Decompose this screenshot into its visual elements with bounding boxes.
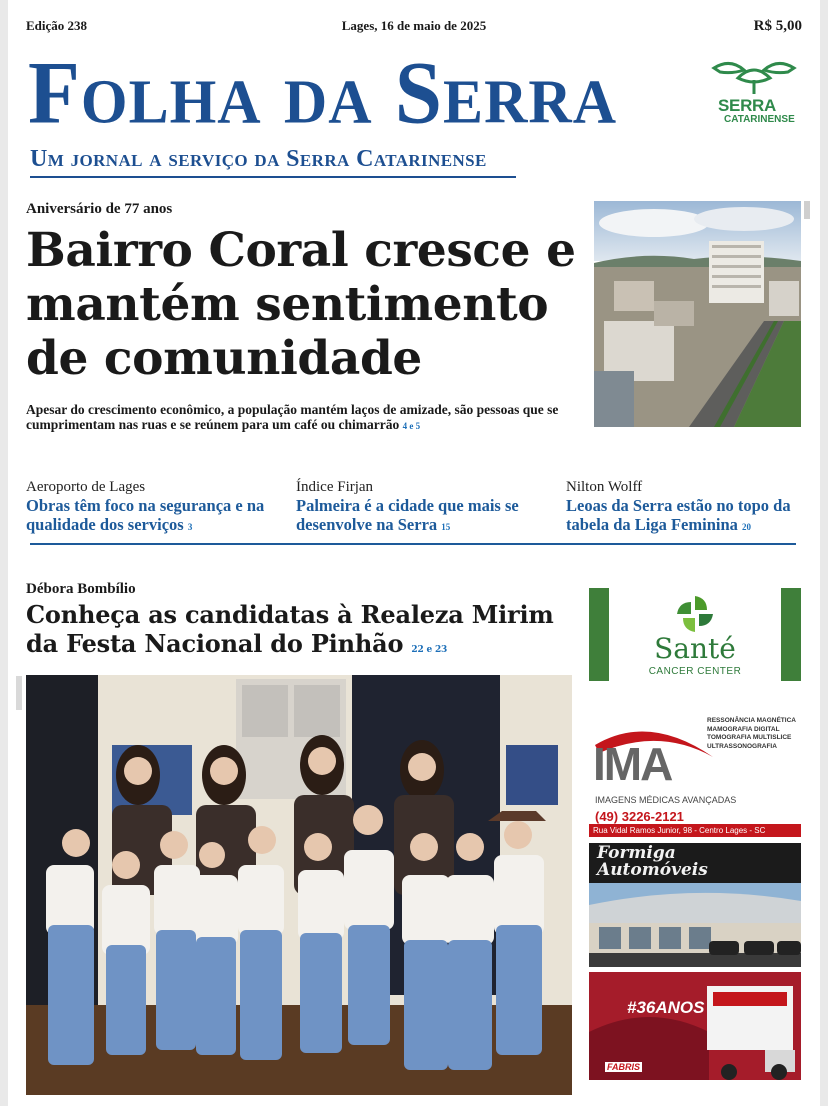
ad-formiga-automoveis[interactable] — [589, 843, 801, 967]
sante-subtitle: CANCER CENTER — [648, 666, 742, 677]
ima-logo: IMA — [593, 738, 672, 790]
masthead-underline — [30, 176, 516, 178]
ad-sante-panel — [609, 588, 781, 681]
formiga-brand: Formiga Automóveis — [597, 843, 708, 880]
serra-catarinense-logo — [708, 56, 800, 142]
edition-number: Edição 238 — [26, 18, 88, 33]
fabris-brand: FABRIS — [607, 1062, 641, 1072]
second-page-ref: 22 e 23 — [411, 645, 448, 655]
top-info-bar — [26, 18, 802, 38]
ima-service: MAMOGRAFIA DIGITAL — [707, 725, 780, 733]
price: R$ 5,00 — [753, 18, 802, 34]
photo-credit-2 — [16, 676, 22, 710]
teaser-section: Índice Firjan — [296, 479, 374, 495]
logo-brand-sub: CATARINENSE — [724, 114, 795, 125]
photo-credit — [804, 201, 810, 219]
logo-brand: SERRA — [718, 96, 777, 115]
second-kicker: Débora Bombílio — [26, 581, 136, 597]
teaser-title-text: Palmeira é a cidade que mais se desenvolve na Serra — [296, 496, 519, 534]
teaser-nilton-wolff[interactable] — [566, 479, 806, 537]
sante-brand: Santé — [654, 632, 736, 665]
teaser-page: 15 — [441, 522, 451, 532]
ima-phone: (49) 3226-2121 — [595, 809, 684, 824]
teaser-section: Nilton Wolff — [566, 479, 643, 495]
fabris-anniversary: #36ANOS — [627, 998, 705, 1017]
lead-kicker: Aniversário de 77 anos — [26, 201, 173, 217]
second-headline[interactable] — [26, 600, 586, 665]
ima-service: ULTRASSONOGRAFIA — [707, 742, 777, 750]
masthead-title: Folha da Serra — [28, 43, 618, 143]
teaser-airport[interactable] — [26, 479, 286, 537]
ima-address: Rua Vidal Ramos Junior, 98 - Centro Lages - SC — [589, 824, 801, 837]
leaf-icon — [708, 56, 800, 96]
teaser-title-text: Leoas da Serra estão no topo da tabela da Liga Feminina — [566, 496, 791, 534]
teaser-title[interactable] — [566, 496, 806, 537]
teaser-title[interactable] — [296, 496, 556, 537]
ima-service: TOMOGRAFIA MULTISLICE — [707, 734, 792, 741]
ima-service: RESSONÂNCIA MAGNÉTICA — [707, 717, 796, 724]
teaser-firjan[interactable] — [296, 479, 556, 537]
ad-fabris[interactable] — [589, 972, 801, 1094]
teaser-section: Aeroporto de Lages — [26, 479, 146, 495]
date-line: Lages, 16 de maio de 2025 — [341, 18, 487, 33]
truck-photo — [589, 972, 801, 1094]
ad-ima-imaging[interactable] — [589, 717, 801, 839]
teaser-title[interactable] — [26, 496, 286, 537]
teaser-page: 20 — [742, 522, 752, 532]
second-headline-text: Conheça as candidatas à Realeza Mirim da Festa Nacional do Pinhão — [26, 600, 554, 658]
group-photo-girls — [26, 675, 572, 1095]
masthead-subtitle: Um jornal a serviço da Serra Catarinense — [30, 146, 487, 172]
teaser-title-text: Obras têm foco na segurança e na qualidade dos serviços — [26, 496, 265, 534]
lead-page-ref: 4 e 5 — [402, 421, 421, 431]
aerial-city-photo — [594, 201, 801, 427]
newspaper-front-page — [8, 0, 820, 1106]
sante-logo-icon — [673, 592, 717, 636]
ad-sante-cancer-center[interactable] — [589, 588, 801, 681]
lead-headline[interactable]: Bairro Coral cresce e mantém sentimento de comunidade — [26, 223, 576, 386]
section-divider — [30, 543, 796, 545]
teaser-page: 3 — [187, 522, 193, 532]
lead-standfirst — [26, 402, 592, 434]
dealership-photo — [589, 883, 801, 967]
ima-services — [707, 717, 801, 751]
lead-standfirst-text: Apesar do crescimento econômico, a população mantém laços de amizade, são pessoas que se cumprimentam nas ruas e se reúnem para um café ou chimarrão — [26, 402, 559, 432]
ima-tagline: IMAGENS MÉDICAS AVANÇADAS — [595, 795, 737, 805]
